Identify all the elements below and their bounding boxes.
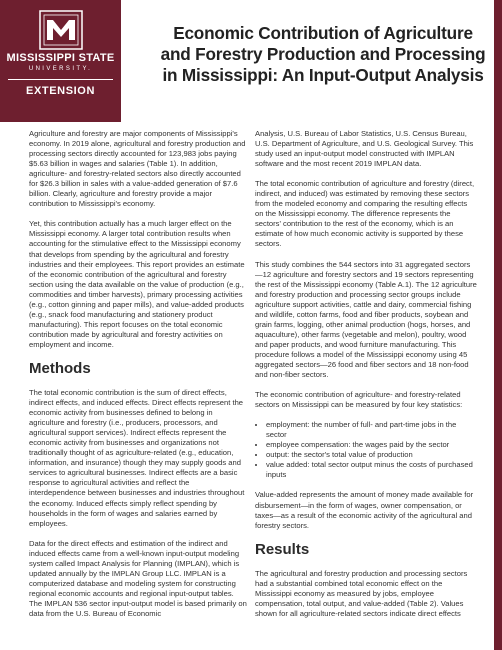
- msu-extension-logo-block: [0, 0, 121, 122]
- estimation-paragraph: The total economic contribution of agriculture and forestry (direct, indirect, and induced) was estimated by removing these sectors from the modeled economy and comparing the resulting effects on the Mississippi economy. The difference represents the sectors' contribution to the rest of the economy, which is an estimate of how much economic activity is supported by these sectors.: [255, 179, 475, 249]
- results-paragraph: The agricultural and forestry production and processing sectors had a substantial combined total economic effect on the Mississippi economy as measured by jobs, employee compensation, total output, and value-added (Table 2). Values shown for all agriculture-related sectors indicate direct effects: [255, 568, 468, 618]
- list-item: • value added: total sector output minus the costs of purchased inputs: [266, 460, 477, 480]
- left-column: [29, 129, 247, 629]
- brand-university-name: MISSISSIPPI STATE: [6, 52, 115, 64]
- right-column: [255, 129, 477, 629]
- contribution-paragraph: Yet, this contribution actually has a much larger effect on the Mississippi economy. A larger total contribution results when accounting for the stimulative effect to the Mississippi economy that develops from spending by the agricultural and forestry industries and their employees. This report provides an estimate of the economic contribution of the agricultural and forestry section using the data available on the value of production (e.g., commodities and timber harvests), primary processing activities (e.g., cotton ginning and paper mills), and value-added products (e.g., snack food manufacturing and stationery product manufacturing). This report focuses on the total economic contribution made by agricultural and forestry activities on employment and income.: [29, 219, 245, 349]
- list-item: • output: the sector's total value of production: [266, 450, 477, 460]
- intro-paragraph: Agriculture and forestry are major components of Mississippi's economy. In 2019 alone, agricultural and forestry production and processing sectors directly accounted for 123,983 jobs paying $5.63 billion in wages and salaries (Table 1). In addition, agriculture- and forestry-related sectors also directly accounted for $26.3 billion in sales with a value-added generation of $7.6 billion. Clearly, agriculture and forestry provide a major contribution to Mississippi's economy.: [29, 129, 246, 209]
- methods-heading: Methods: [29, 359, 91, 377]
- sectors-paragraph: This study combines the 544 sectors into 31 aggregated sectors—12 agriculture and forestry sectors and 19 sectors representing the rest of the Mississippi economy (Table A.1). The 12 agriculture and forestry production and processing sector groups include agriculture support activities, cattle and dairy, commercial fishing and wildlife, cotton farms, food and fiber products, soybean and grain farms, logging, other animal production (hogs, horses, and aquaculture), other farms (vegetable and melon), poultry, wood and paper products, and wood furniture manufacturing. This procedure follows a model of the Mississippi economy using 45 aggregated sectors—26 food and fiber sectors and 18 non-food and non-fiber sectors.: [255, 259, 477, 380]
- value-added-paragraph: Value-added represents the amount of money made available for disbursement—in the form of wages, owner compensation, or taxes—as a result of the economic activity of the agricultural and forestry sectors.: [255, 490, 474, 530]
- data-sources-paragraph: Analysis, U.S. Bureau of Labor Statistics, U.S. Census Bureau, U.S. Department of Agriculture, and U.S. Geological Survey. This study used an input-output model constructed with IMPLAN software and the most recent 2019 IMPLAN data.: [255, 129, 474, 169]
- list-item: • employee compensation: the wages paid by the sector: [266, 440, 477, 450]
- results-heading: Results: [255, 540, 310, 558]
- msu-state-logo-icon: [39, 10, 83, 50]
- list-item: • employment: the number of full- and part-time jobs in the sector: [266, 420, 477, 440]
- methods-paragraph: The total economic contribution is the sum of direct effects, indirect effects, and induced effects. Direct effects represent the economic activity from businesses defined to belong in agriculture and forestry (i.e., producers, processors, and agricultural support services). Indirect effects represent the economic activity from businesses and organizations not traditionally thought of as agriculture-related (e.g., education, information, and insurance) though they may supply goods and services to agricultural businesses. Indirect effects are a basic response to agricultural activities and reflect the interdependence between businesses and industries throughout the economy. Induced effects simply reflect spending by households in the form of wages and salaries earned by employees.: [29, 387, 245, 528]
- key-statistics-list: [255, 420, 477, 480]
- statistics-intro-paragraph: The economic contribution of agriculture- and forestry-related sectors on Mississippi can be measured by four key statistics:: [255, 390, 463, 410]
- page-edge-stripe: [494, 0, 502, 650]
- page-title: Economic Contribution of Agriculture and Forestry Production and Processing in Mississippi: An Input-Output Analysis: [160, 23, 486, 85]
- brand-extension-label: EXTENSION: [26, 85, 95, 97]
- brand-divider: [8, 79, 113, 80]
- implan-paragraph: Data for the direct effects and estimation of the indirect and induced effects came from a well-known input-output modeling system called Impact Analysis for Planning (IMPLAN), which is updated annually by the IMPLAN Group LLC. IMPLAN is a computerized database and modeling system for constructing regional economic accounts and regional input-output tables. The IMPLAN 536 sector input-output model is based primarily on data from the U.S. Bureau of Economic: [29, 538, 247, 618]
- brand-university-label: UNIVERSITY.: [28, 66, 93, 72]
